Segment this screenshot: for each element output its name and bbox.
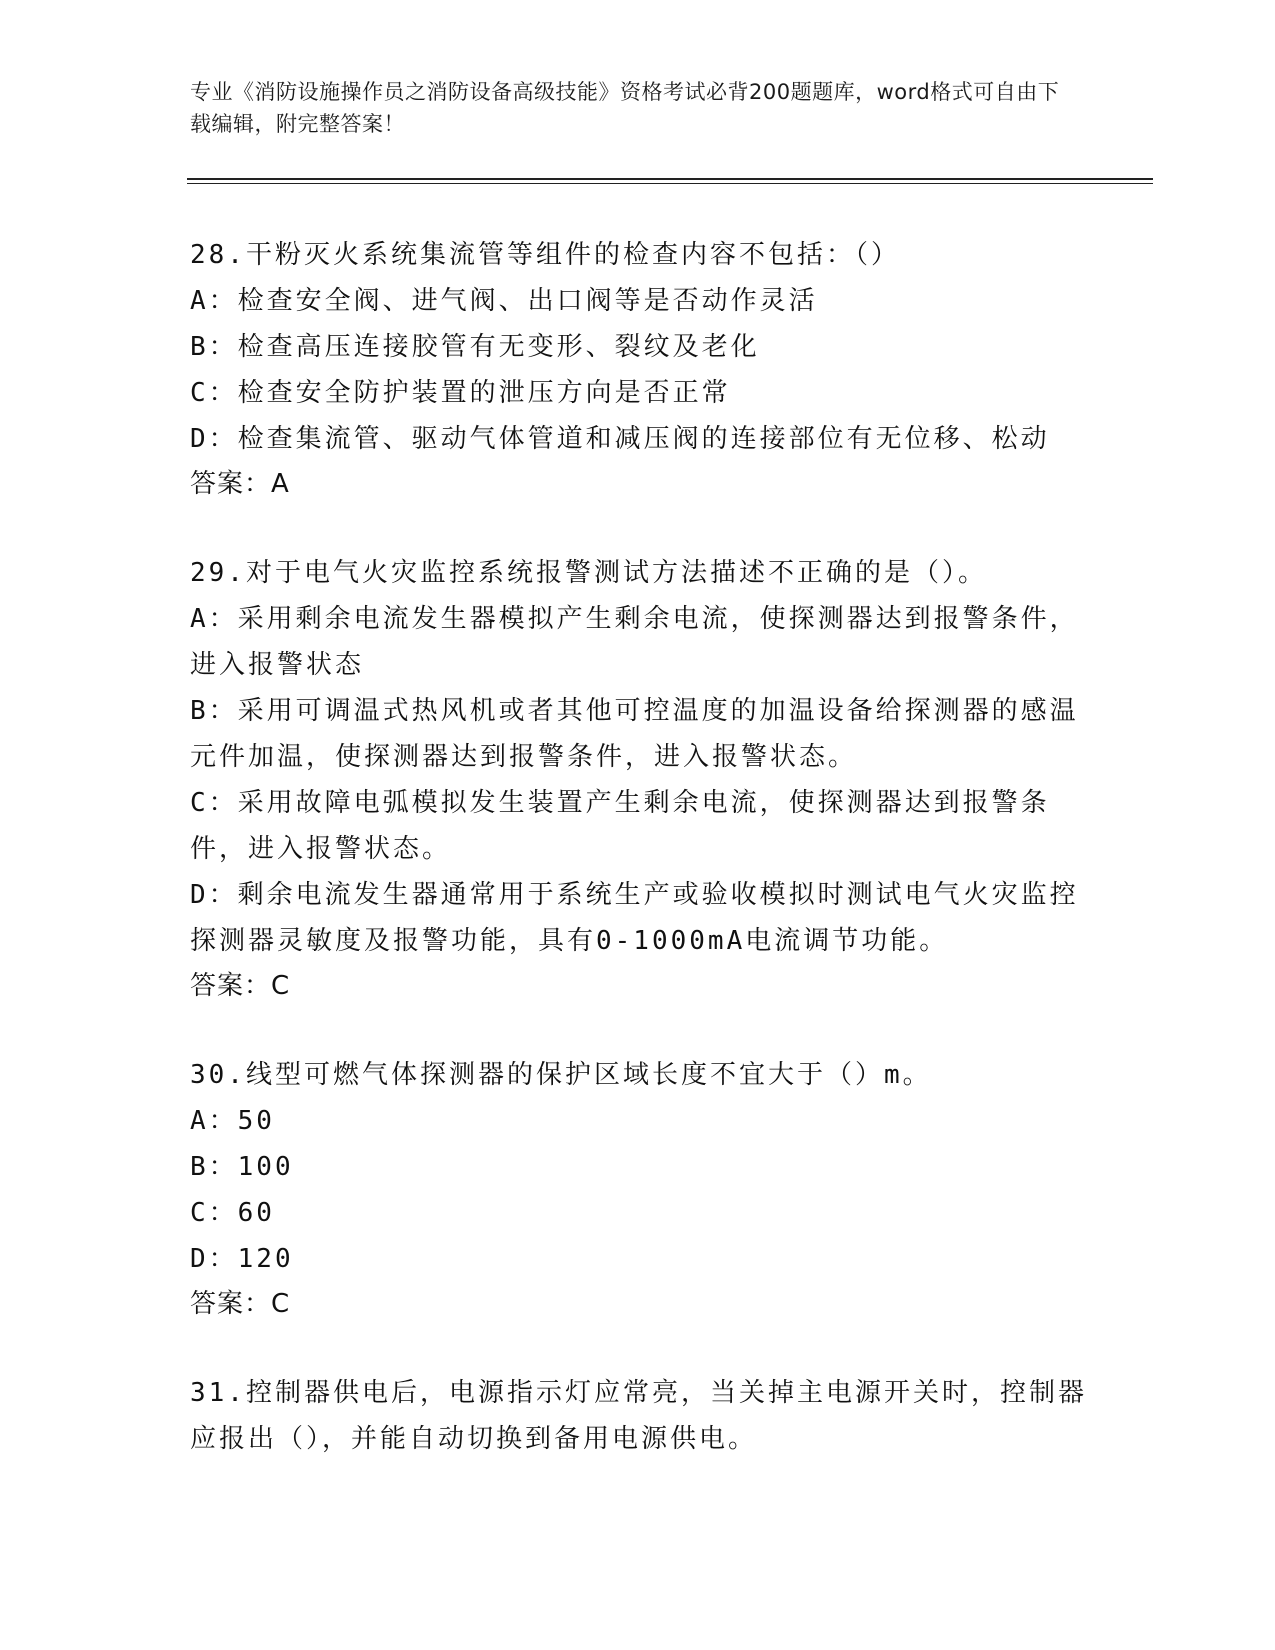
option-b: B：100: [190, 1152, 294, 1182]
question-stem: 30.线型可燃气体探测器的保护区域长度不宜大于（）m。: [190, 1060, 932, 1090]
question-stem: 31.控制器供电后，电源指示灯应常亮，当关掉主电源开关时，控制器应报出（），并能自动切换到备用电源供电。: [190, 1378, 1087, 1454]
question-list: [190, 232, 1090, 1506]
answer-line: 答案：C: [190, 971, 291, 1001]
option-c: C：采用故障电弧模拟发生装置产生剩余电流，使探测器达到报警条件，进入报警状态。: [190, 788, 1050, 864]
option-b: B：检查高压连接胶管有无变形、裂纹及老化: [190, 332, 760, 362]
option-d: D：剩余电流发生器通常用于系统生产或验收模拟时测试电气火灾监控探测器灵敏度及报警功能，具有0-1000mA电流调节功能。: [190, 880, 1079, 956]
option-c: C：检查安全防护装置的泄压方向是否正常: [190, 378, 731, 408]
question-stem: 28.干粉灭火系统集流管等组件的检查内容不包括：（）: [190, 240, 900, 270]
option-d: D：120: [190, 1244, 294, 1274]
question-31: [190, 1370, 1090, 1462]
header-divider: [187, 178, 1153, 184]
question-stem: 29.对于电气火灾监控系统报警测试方法描述不正确的是（）。: [190, 558, 987, 588]
answer-line: 答案：C: [190, 1289, 291, 1319]
question-30: [190, 1052, 1090, 1326]
question-29: [190, 550, 1090, 1008]
header-intro: 专业《消防设施操作员之消防设备高级技能》资格考试必背200题题库，word格式可自由下载编辑，附完整答案！: [190, 80, 1060, 136]
option-b: B：采用可调温式热风机或者其他可控温度的加温设备给探测器的感温元件加温，使探测器达到报警条件，进入报警状态。: [190, 696, 1079, 772]
question-28: [190, 232, 1090, 506]
option-a: A：50: [190, 1106, 275, 1136]
option-a: A：采用剩余电流发生器模拟产生剩余电流，使探测器达到报警条件，进入报警状态: [190, 604, 1079, 680]
answer-line: 答案：A: [190, 469, 290, 499]
option-a: A：检查安全阀、进气阀、出口阀等是否动作灵活: [190, 286, 818, 316]
option-c: C：60: [190, 1198, 275, 1228]
option-d: D：检查集流管、驱动气体管道和减压阀的连接部位有无位移、松动: [190, 424, 1050, 454]
